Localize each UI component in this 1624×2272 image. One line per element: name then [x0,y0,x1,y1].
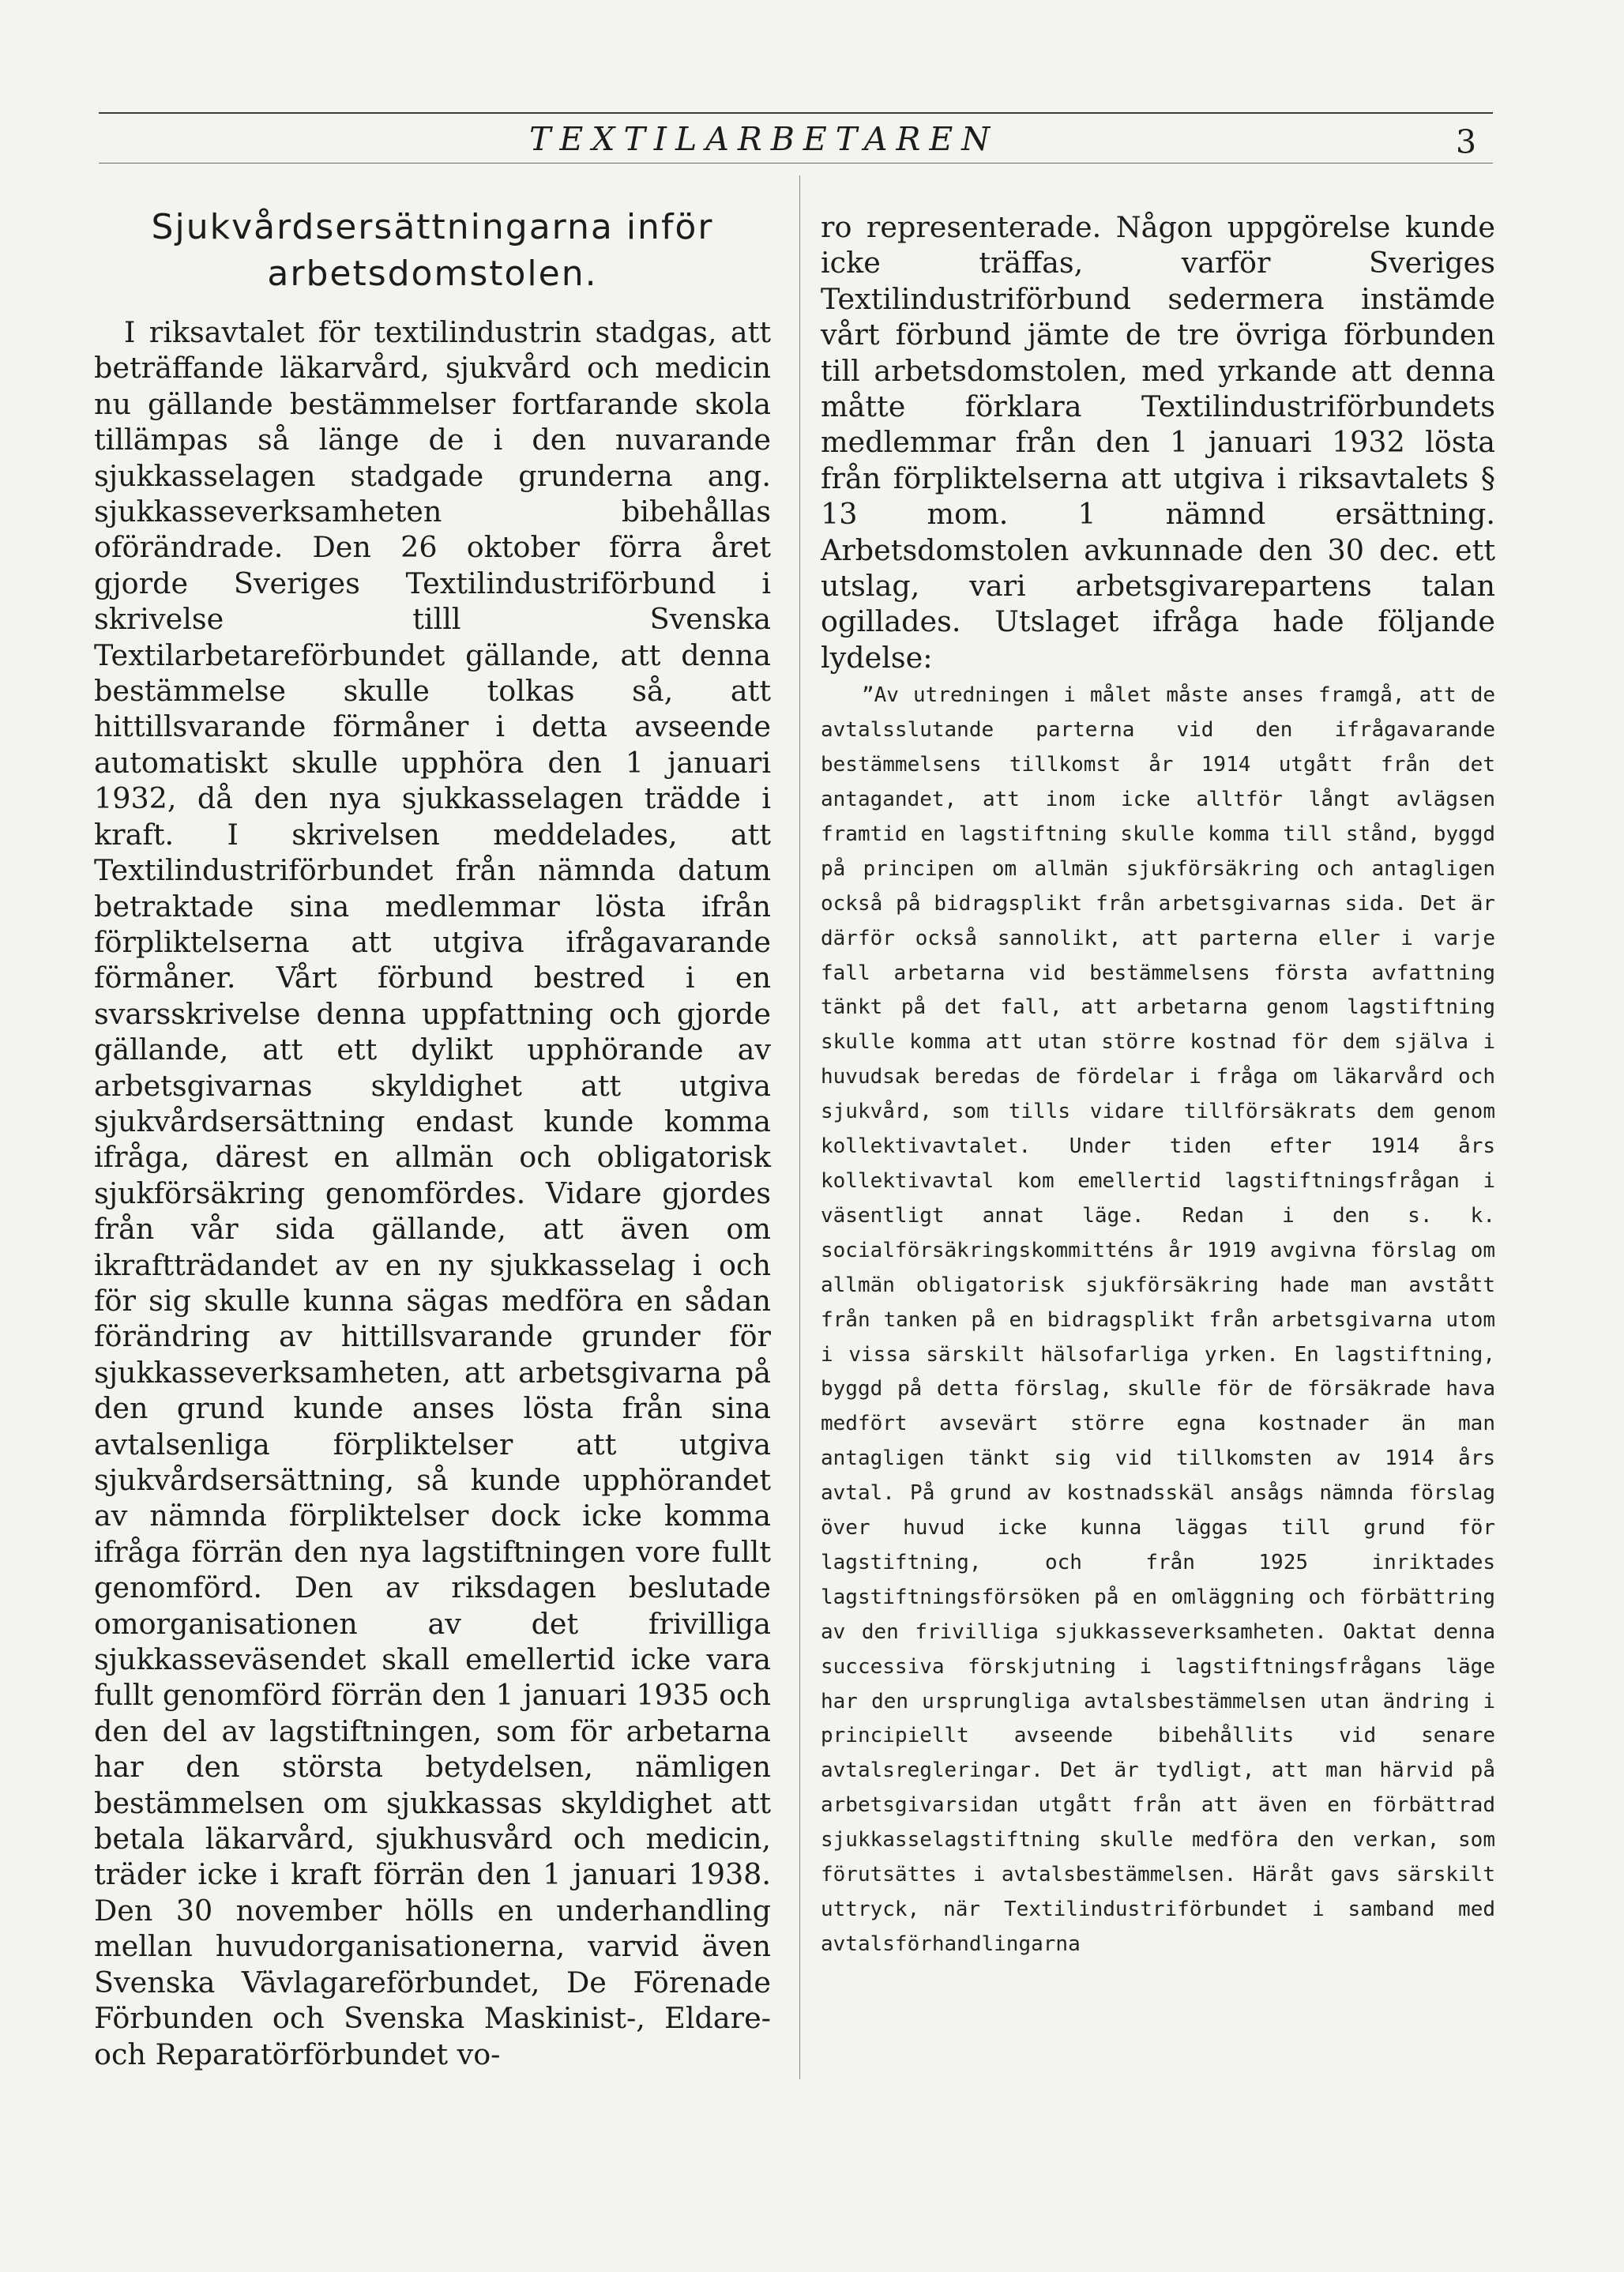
right-column [821,209,1495,1962]
header-bottom-rule [99,163,1493,164]
page-number: 3 [1456,123,1477,161]
running-title: TEXTILARBETAREN [529,120,999,158]
left-column [94,204,771,2072]
column-divider [799,175,800,2079]
article-headline: Sjukvårdsersättningarna inför arbetsdomstolen. [151,207,714,294]
article-body-left: I riksavtalet för textilindustrin stadgas, att beträffande läkarvård, sjukvård och medicin nu gällande bestämmelser fortfarande skola tillämpas så länge de i den nuvarande sjukkasselagen stadgade grunderna ang. sjukkasseverksamheten bibehållas oförändrade. Den 26 oktober förra året gjorde Sveriges Textilindustriförbund i skrivelse tilll Svenska Textilarbetareförbundet gällande, att denna bestämmelse skulle tolkas så, att hittillsvarande förmåner i detta avseende automatiskt skulle upphöra den 1 januari 1932, då den nya sjukkasselagen trädde i kraft. I skrivelsen meddelades, att Textilindustriförbundet från nämnda datum betraktade sina medlemmar lösta ifrån förpliktelserna att utgiva ifrågavarande förmåner. Vårt förbund bestred i en svarsskrivelse denna uppfattning och gjorde gällande, att ett dylikt upphörande av arbetsgivarnas skyldighet att utgiva sjukvårdsersättning endast kunde komma ifråga, därest en allmän och obligatorisk sjukförsäkring genomfördes. Vidare gjordes från vår sida gällande, att även om ikraftträdandet av en ny sjukkasselag i och för sig skulle kunna sägas medföra en sådan förändring av hittillsvarande grunder för sjukkasseverksamheten, att arbetsgivarna på den grund kunde anses lösta från sina avtalsenliga förpliktelser att utgiva sjukvårdsersättning, så kunde upphörandet av nämnda förpliktelser dock icke komma ifråga förrän den nya lagstiftningen vore fullt genomförd. Den av riksdagen beslutade omorganisationen av det frivilliga sjukkasseväsendet skall emellertid icke vara fullt genomförd förrän den 1 januari 1935 och den del av lagstiftningen, som för arbetarna har den största betydelsen, nämligen bestämmelsen om sjukkassas skyldighet att betala läkarvård, sjukhusvård och medicin, träder icke i kraft förrän den 1 januari 1938. Den 30 november hölls en underhandling mellan huvudorganisationerna, varvid även Svenska Vävlagareförbundet, De Förenade Förbunden och Svenska Maskinist-, Eldare- och Reparatörförbundet vo- [94,315,771,2071]
header-top-rule [99,112,1493,114]
court-ruling-quote: ”Av utredningen i målet måste anses framgå, att de avtalsslutande parterna vid den ifrågavarande bestämmelsens tillkomst år 1914 utgått från det antagandet, att inom icke alltför långt avlägsen framtid en lagstiftning skulle komma till stånd, byggd på principen om allmän sjukförsäkring och antagligen också på bidragsplikt från arbetsgivarnas sida. Det är därför också sannolikt, att parterna eller i varje fall arbetarna vid bestämmelsens första avfattning tänkt på det fall, att arbetarna genom lagstiftning skulle komma att utan större kostnad för dem själva i huvudsak beredas de fördelar i fråga om läkarvård och sjukvård, som tills vidare tillförsäkrats dem genom kollektivavtalet. Under tiden efter 1914 års kollektivavtal kom emellertid lagstiftningsfrågan i väsentligt annat läge. Redan i den s. k. socialförsäkringskommitténs år 1919 avgivna förslag om allmän obligatorisk sjukförsäkring hade man avstått från tanken på en bidragsplikt från arbetsgivarna utom i vissa särskilt hälsofarliga yrken. En lagstiftning, byggd på detta förslag, skulle för de försäkrade hava medfört avsevärt större egna kostnader än man antagligen tänkt sig vid tillkomsten av 1914 års avtal. På grund av kostnadsskäl ansågs nämnda förslag över huvud icke kunna läggas till grund för lagstiftning, och från 1925 inriktades lagstiftningsförsöken på en omläggning och förbättring av den frivilliga sjukkasseverksamheten. Oaktat denna successiva förskjutning i lagstiftningsfrågans läge har den ursprungliga avtalsbestämmelsen utan ändring i principiellt avseende bibehållits vid senare avtalsregleringar. Det är tydligt, att man härvid på arbetsgivarsidan utgått från att även en förbättrad sjukkasselagstiftning skulle medföra den verkan, som förutsättes i avtalsbestämmelsen. Häråt gavs särskilt uttryck, när Textilindustriförbundet i samband med avtalsförhandlingarna [821,683,1495,1956]
article-body-right: ro representerade. Någon uppgörelse kunde icke träffas, varför Sveriges Textilindustriförbund sedermera instämde vårt förbund jämte de tre övriga förbunden till arbetsdomstolen, med yrkande att denna måtte förklara Textilindustriförbundets medlemmar från den 1 januari 1932 lösta från förpliktelserna att utgiva i riksavtalets § 13 mom. 1 nämnd ersättning. Arbetsdomstolen avkunnade den 30 dec. ett utslag, vari arbetsgivarepartens talan ogillades. Utslaget ifråga hade följande lydelse: [821,210,1495,675]
